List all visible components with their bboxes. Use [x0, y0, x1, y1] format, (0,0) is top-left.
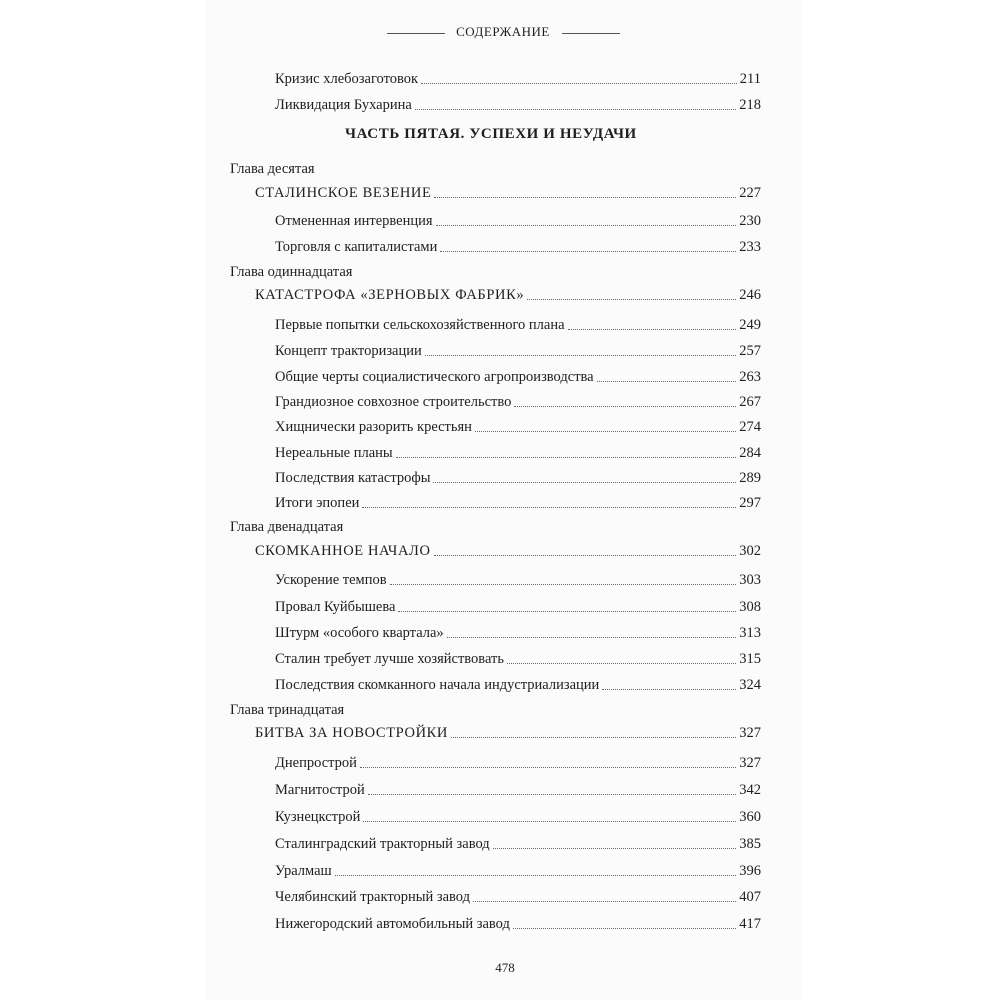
toc-entry: [275, 858, 761, 880]
dot-leader: [434, 555, 737, 556]
chapter-label: Глава одиннадцатая: [230, 264, 353, 280]
dot-leader: [360, 767, 736, 768]
toc-entry: [275, 490, 761, 512]
toc-entry-page: 267: [739, 394, 761, 410]
chapter-page: 302: [739, 543, 761, 559]
toc-entry-title: Нереальные планы: [275, 445, 393, 461]
dot-leader: [507, 663, 736, 664]
toc-entry-title: Отмененная интервенция: [275, 213, 433, 229]
toc-entry-title: Грандиозное совхозное строительство: [275, 394, 512, 410]
chapter-title: КАТАСТРОФА «ЗЕРНОВЫХ ФАБРИК»: [255, 287, 525, 303]
toc-entry: [275, 66, 761, 88]
toc-entry-page: 230: [739, 213, 761, 229]
dot-leader: [568, 329, 737, 330]
toc-entry: [275, 414, 761, 436]
toc-entry-title: Торговля с капиталистами: [275, 239, 438, 255]
toc-entry-title: Штурм «особого квартала»: [275, 625, 444, 641]
toc-entry-page: 385: [739, 836, 761, 852]
dot-leader: [447, 637, 737, 638]
toc-entry-title: Ускорение темпов: [275, 572, 387, 588]
toc-entry-title: Кризис хлебозаготовок: [275, 71, 419, 87]
chapter-page: 227: [739, 185, 761, 201]
running-head-rule-left: [387, 33, 445, 34]
chapter-page: 246: [739, 287, 761, 303]
dot-leader: [493, 848, 737, 849]
toc-entry-page: 274: [739, 419, 761, 435]
dot-leader: [363, 821, 736, 822]
toc-entry-title: Первые попытки сельскохозяйственного плана: [275, 317, 565, 333]
toc-entry-page: 233: [739, 239, 761, 255]
toc-entry-title: Нижегородский автомобильный завод: [275, 916, 510, 932]
dot-leader: [415, 109, 736, 110]
toc-entry-page: 313: [739, 625, 761, 641]
toc-entry-title: Последствия скомканного начала индустриализации: [275, 677, 600, 693]
toc-entry: [275, 440, 761, 462]
toc-entry: [275, 92, 761, 114]
toc-entry-title: Общие черты социалистического агропроизводства: [275, 369, 594, 385]
toc-entry-page: 407: [739, 889, 761, 905]
chapter-page: 327: [739, 725, 761, 741]
toc-entry-title: Последствия катастрофы: [275, 470, 431, 486]
chapter-title: СТАЛИНСКОЕ ВЕЗЕНИЕ: [255, 185, 432, 201]
toc-entry-title: Магнитострой: [275, 782, 365, 798]
toc-entry-page: 327: [739, 755, 761, 771]
toc-entry-page: 211: [739, 71, 761, 87]
toc-entry-page: 218: [739, 97, 761, 113]
toc-entry-page: 315: [739, 651, 761, 667]
chapter-title: СКОМКАННОЕ НАЧАЛО: [255, 543, 431, 559]
toc-entry-page: 342: [739, 782, 761, 798]
toc-entry-page: 284: [739, 445, 761, 461]
dot-leader: [513, 928, 736, 929]
toc-entry: [275, 312, 761, 334]
toc-entry: [275, 750, 761, 772]
toc-entry: [275, 831, 761, 853]
chapter-title-entry: [255, 720, 761, 742]
dot-leader: [362, 507, 736, 508]
toc-entry: [275, 567, 761, 589]
toc-entry: [275, 672, 761, 694]
toc-entry-title: Сталинградский тракторный завод: [275, 836, 490, 852]
dot-leader: [514, 406, 736, 407]
dot-leader: [368, 794, 736, 795]
chapter-title-entry: [255, 180, 761, 202]
toc-entry-page: 360: [739, 809, 761, 825]
toc-entry: [275, 911, 761, 933]
toc-entry: [275, 465, 761, 487]
chapter-title: БИТВА ЗА НОВОСТРОЙКИ: [255, 725, 448, 741]
dot-leader: [390, 584, 737, 585]
dot-leader: [440, 251, 736, 252]
toc-entry-title: Днепрострой: [275, 755, 357, 771]
toc-entry: [275, 884, 761, 906]
toc-entry-page: 297: [739, 495, 761, 511]
chapter-title-entry: [255, 282, 761, 304]
toc-entry-page: 289: [739, 470, 761, 486]
book-page: [205, 0, 801, 1000]
toc-entry-title: Ликвидация Бухарина: [275, 97, 412, 113]
dot-leader: [451, 737, 736, 738]
part-heading: ЧАСТЬ ПЯТАЯ. УСПЕХИ И НЕУДАЧИ: [345, 126, 637, 142]
dot-leader: [436, 225, 737, 226]
dot-leader: [398, 611, 736, 612]
dot-leader: [475, 431, 736, 432]
dot-leader: [597, 381, 737, 382]
toc-entry-title: Итоги эпопеи: [275, 495, 360, 511]
toc-entry: [275, 234, 761, 256]
toc-entry-page: 417: [739, 916, 761, 932]
toc-entry: [275, 777, 761, 799]
toc-entry-title: Провал Куйбышева: [275, 599, 396, 615]
toc-entry: [275, 594, 761, 616]
toc-entry-title: Хищнически разорить крестьян: [275, 419, 472, 435]
running-head-title: СОДЕРЖАНИЕ: [456, 24, 550, 39]
dot-leader: [527, 299, 736, 300]
dot-leader: [602, 689, 736, 690]
toc-entry-title: Сталин требует лучше хозяйствовать: [275, 651, 504, 667]
toc-entry-page: 324: [739, 677, 761, 693]
toc-entry-page: 249: [739, 317, 761, 333]
toc-entry-page: 308: [739, 599, 761, 615]
running-head: [205, 22, 801, 42]
toc-entry: [275, 208, 761, 230]
toc-entry-title: Концепт тракторизации: [275, 343, 422, 359]
dot-leader: [396, 457, 737, 458]
toc-entry: [275, 620, 761, 642]
toc-entry: [275, 804, 761, 826]
dot-leader: [335, 875, 737, 876]
chapter-title-entry: [255, 538, 761, 560]
dot-leader: [473, 901, 736, 902]
toc-entry: [275, 338, 761, 360]
toc-entry-title: Кузнецкстрой: [275, 809, 361, 825]
chapter-label: Глава десятая: [230, 161, 315, 177]
toc-entry-page: 257: [739, 343, 761, 359]
chapter-label: Глава двенадцатая: [230, 519, 344, 535]
toc-entry-page: 396: [739, 863, 761, 879]
dot-leader: [433, 482, 736, 483]
toc-entry: [275, 646, 761, 668]
chapter-label: Глава тринадцатая: [230, 702, 345, 718]
toc-entry: [275, 389, 761, 411]
toc-entry-title: Уралмаш: [275, 863, 332, 879]
toc-entry: [275, 364, 761, 386]
dot-leader: [434, 197, 736, 198]
toc-entry-page: 303: [739, 572, 761, 588]
toc-entry-title: Челябинский тракторный завод: [275, 889, 470, 905]
toc-entry-page: 263: [739, 369, 761, 385]
dot-leader: [421, 83, 737, 84]
dot-leader: [425, 355, 736, 356]
page-number: 478: [495, 960, 515, 975]
running-head-rule-right: [562, 33, 620, 34]
